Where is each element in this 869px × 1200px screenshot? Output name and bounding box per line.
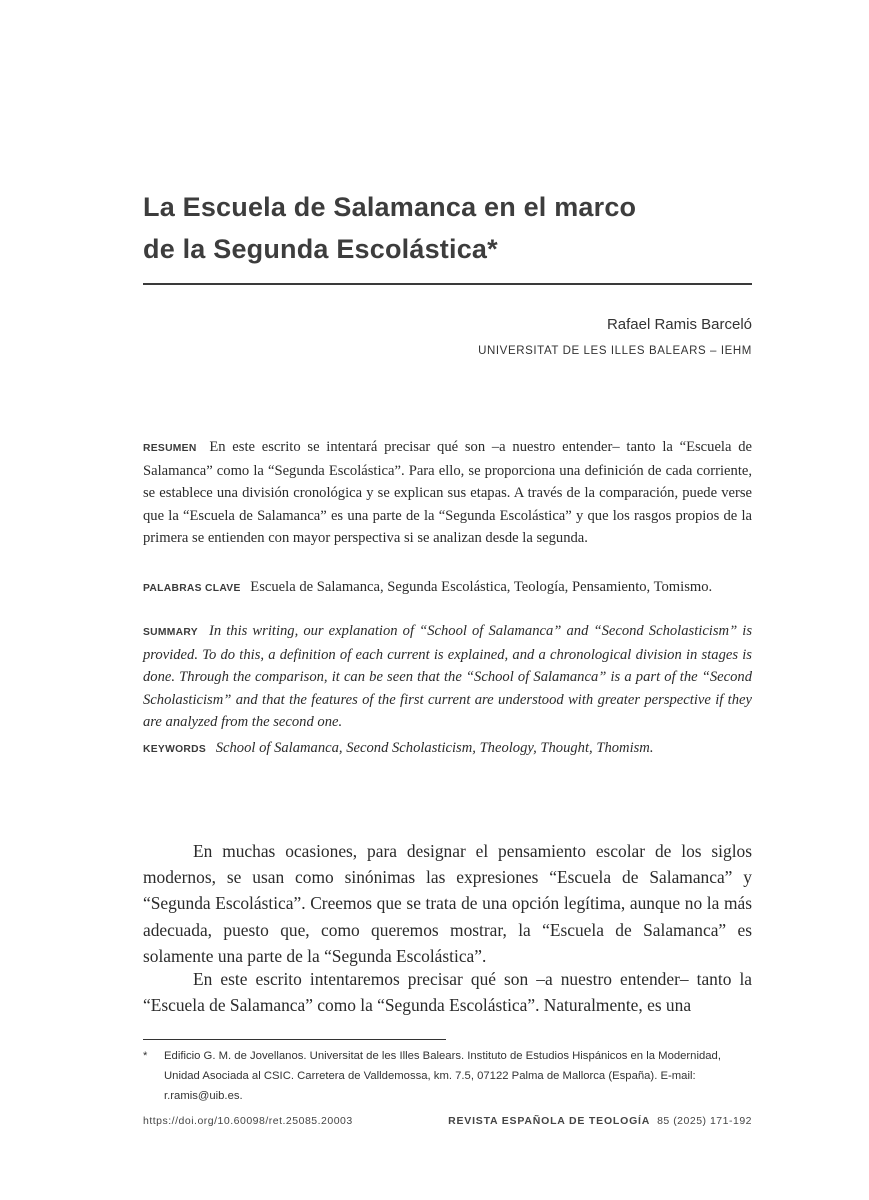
resumen-text: En este escrito se intentará precisar qué son –a nuestro entender– tanto la “Escuela de Salamanca” como la “Segunda Escolástica”. Para ello, se proporciona una definición de cada corriente, se establece una división cronológica y se explican sus etapas. A través de la comparación, puede verse que la “Escuela de Salamanca” es una parte de la “Segunda Escolástica” y que los rasgos propios de la primera se entienden con mayor perspectiva si se analizan desde la segunda. — [143, 439, 752, 546]
keywords-text: School of Salamanca, Second Scholasticism, Theology, Thought, Thomism. — [215, 740, 654, 756]
summary-text: In this writing, our explanation of “School of Salamanca” and “Second Scholasticism” is provided. To do this, a definition of each current is explained, and a chronological division in stages is done. Through the comparison, it can be seen that the “School of Salamanca” is a part of the “Second Scholasticism” and that the features of the first current are understood with greater perspective if they are analyzed from the second one. — [143, 623, 753, 730]
keywords-block — [143, 737, 752, 761]
resumen-label: RESUMEN — [143, 443, 197, 454]
footnote-mark: * — [143, 1050, 148, 1062]
doi-link[interactable]: https://doi.org/10.60098/ret.25085.20003 — [143, 1115, 353, 1127]
footnote-text: Edificio G. M. de Jovellanos. Universitat de les Illes Balears. Instituto de Estudios Hispánicos en la Modernidad, Unidad Asociada al CSIC. Carretera de Valldemossa, km. 7.5, 07122 Palma de Mallorca (España). E-mail: r.ramis@uib.es. — [164, 1050, 721, 1102]
journal-pages: 85 (2025) 171-192 — [657, 1115, 752, 1127]
title-line-1: La Escuela de Salamanca en el marco — [143, 192, 637, 222]
journal-name: REVISTA ESPAÑOLA DE TEOLOGÍA — [448, 1115, 651, 1127]
body-paragraph-1: En muchas ocasiones, para designar el pensamiento escolar de los siglos modernos, se usan como sinónimas las expresiones “Escuela de Salamanca” y “Segunda Escolástica”. Creemos que se trata de una opción legítima, aunque no la más adecuada, puesto que, como queremos mostrar, la “Escuela de Salamanca” es solamente una parte de la “Segunda Escolástica”. — [143, 841, 752, 966]
author-name: Rafael Ramis Barceló — [606, 316, 752, 333]
palabras-clave-label: PALABRAS CLAVE — [143, 583, 241, 594]
palabras-clave-block — [143, 576, 752, 600]
author-affiliation: UNIVERSITAT DE LES ILLES BALEARS – IEHM — [478, 345, 752, 357]
keywords-label: KEYWORDS — [143, 744, 207, 755]
journal-citation — [448, 1115, 752, 1127]
body-paragraph-2: En este escrito intentaremos precisar qué son –a nuestro entender– tanto la “Escuela de Salamanca” como la “Segunda Escolástica”. Naturalmente, es una — [143, 969, 752, 1016]
footnote-divider — [143, 1039, 446, 1040]
palabras-clave-text: Escuela de Salamanca, Segunda Escolástica, Teología, Pensamiento, Tomismo. — [250, 579, 713, 595]
summary-label: SUMMARY — [143, 627, 198, 638]
title-divider — [143, 283, 752, 285]
article-title — [143, 186, 753, 270]
resumen-block — [143, 436, 752, 549]
footnote — [143, 1046, 752, 1106]
title-line-2: de la Segunda Escolástica* — [143, 234, 498, 264]
summary-block — [143, 620, 752, 733]
